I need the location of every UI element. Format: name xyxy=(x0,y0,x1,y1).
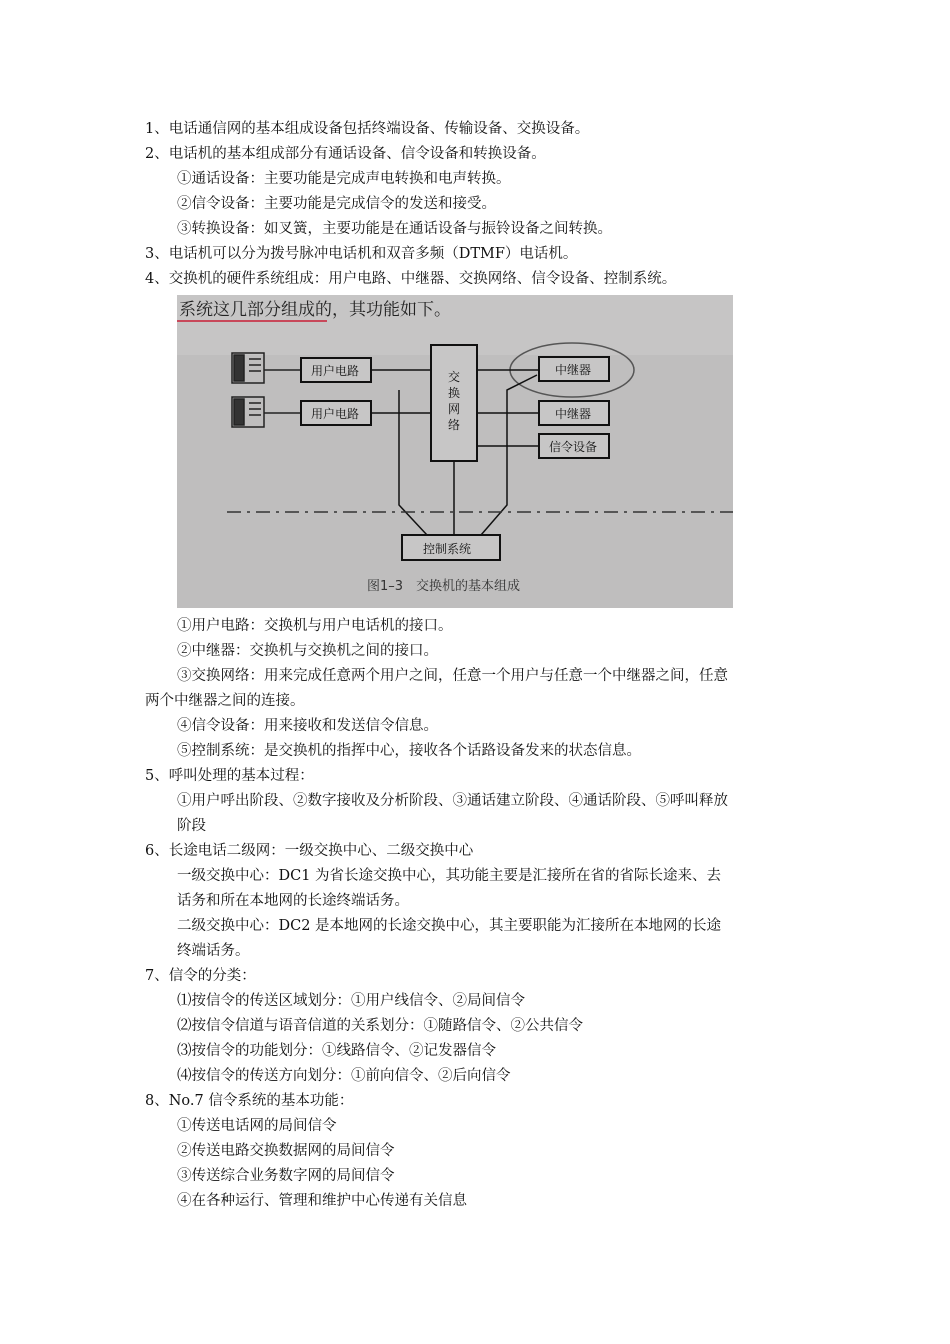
figure-caption: 图1–3 交换机的基本组成 xyxy=(367,579,521,594)
item-3: 3、电话机可以分为拨号脉冲电话机和双音多频（DTMF）电话机。 xyxy=(145,246,578,262)
item-6-dc2: 二级交换中心：DC2 是本地网的长途交换中心，其主要职能为汇接所在本地网的长途 xyxy=(177,918,722,934)
item-5-detail: ①用户呼出阶段、②数字接收及分析阶段、③通话建立阶段、④通话阶段、⑤呼叫释放 xyxy=(177,793,728,809)
switch-network-char-4: 络 xyxy=(448,418,461,432)
switch-network-char-2: 换 xyxy=(448,386,461,400)
item-6-dc1-cont: 话务和所在本地网的长途终端话务。 xyxy=(177,893,409,909)
item-7-sub-2: ⑵按信令信道与语音信道的关系划分：①随路信令、②公共信令 xyxy=(177,1018,583,1034)
item-6: 6、长途电话二级网：一级交换中心、二级交换中心 xyxy=(145,843,474,859)
item-2-sub-1: ①通话设备：主要功能是完成声电转换和电声转换。 xyxy=(177,171,511,187)
control-system-label: 控制系统 xyxy=(423,542,472,556)
switch-network-char-1: 交 xyxy=(448,370,461,384)
item-8: 8、No.7 信令系统的基本功能： xyxy=(145,1093,354,1109)
user-circuit-label-2: 用户电路 xyxy=(311,407,360,421)
figure-header-text: 系统这几部分组成的，其功能如下。 xyxy=(179,300,451,320)
trunk-label-1: 中继器 xyxy=(555,363,592,377)
signaling-device-label: 信令设备 xyxy=(549,440,598,454)
item-5-detail-cont: 阶段 xyxy=(177,818,206,834)
item-4-sub-4: ④信令设备：用来接收和发送信令信息。 xyxy=(177,718,438,734)
switch-diagram-photo xyxy=(177,295,733,608)
item-2-sub-3: ③转换设备：如叉簧，主要功能是在通话设备与振铃设备之间转换。 xyxy=(177,221,612,237)
item-8-sub-1: ①传送电话网的局间信令 xyxy=(177,1118,337,1134)
item-7: 7、信令的分类： xyxy=(145,968,256,984)
item-1: 1、电话通信网的基本组成设备包括终端设备、传输设备、交换设备。 xyxy=(145,121,590,137)
item-2-sub-2: ②信令设备：主要功能是完成信令的发送和接受。 xyxy=(177,196,496,212)
switch-network-char-3: 网 xyxy=(448,402,461,416)
item-4-sub-5: ⑤控制系统：是交换机的指挥中心，接收各个话路设备发来的状态信息。 xyxy=(177,743,641,759)
item-8-sub-4: ④在各种运行、管理和维护中心传递有关信息 xyxy=(177,1193,467,1209)
item-4-sub-1: ①用户电路：交换机与用户电话机的接口。 xyxy=(177,618,453,634)
item-7-sub-1: ⑴按信令的传送区域划分：①用户线信令、②局间信令 xyxy=(177,993,525,1009)
item-6-dc1: 一级交换中心：DC1 为省长途交换中心，其功能主要是汇接所在省的省际长途来、去 xyxy=(177,868,722,884)
switch-diagram xyxy=(177,295,733,608)
trunk-label-2: 中继器 xyxy=(555,407,592,421)
item-6-dc2-cont: 终端话务。 xyxy=(177,943,250,959)
item-8-sub-2: ②传送电路交换数据网的局间信令 xyxy=(177,1143,395,1159)
item-7-sub-4: ⑷按信令的传送方向划分：①前向信令、②后向信令 xyxy=(177,1068,511,1084)
item-4-sub-3: ③交换网络：用来完成任意两个用户之间，任意一个用户与任意一个中继器之间，任意 xyxy=(177,668,728,684)
item-5: 5、呼叫处理的基本过程： xyxy=(145,768,314,784)
user-circuit-label-1: 用户电路 xyxy=(311,364,360,378)
item-7-sub-3: ⑶按信令的功能划分：①线路信令、②记发器信令 xyxy=(177,1043,496,1059)
item-4: 4、交换机的硬件系统组成：用户电路、中继器、交换网络、信令设备、控制系统。 xyxy=(145,271,677,287)
item-4-sub-2: ②中继器：交换机与交换机之间的接口。 xyxy=(177,643,438,659)
item-8-sub-3: ③传送综合业务数字网的局间信令 xyxy=(177,1168,395,1184)
item-4-sub-3-cont: 两个中继器之间的连接。 xyxy=(145,693,305,709)
item-2: 2、电话机的基本组成部分有通话设备、信令设备和转换设备。 xyxy=(145,146,546,162)
